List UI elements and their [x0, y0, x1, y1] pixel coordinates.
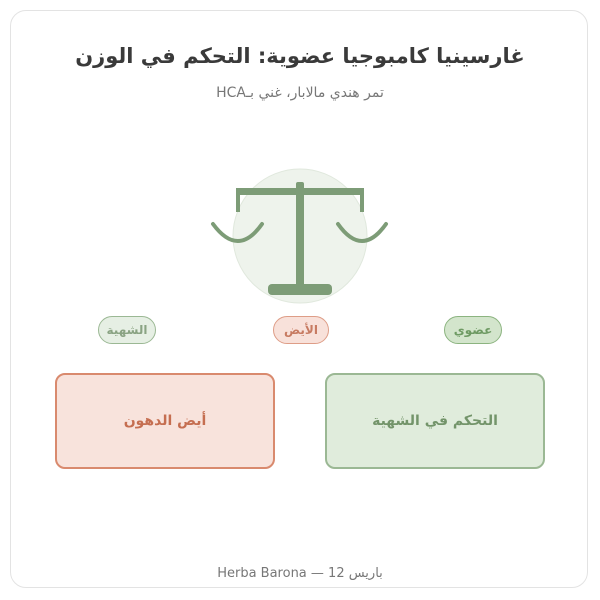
tag-appetite: الشهية	[98, 316, 156, 344]
tag-organic: عضوي	[444, 316, 502, 344]
page-subtitle: تمر هندي مالابار، غني بـHCA	[216, 85, 384, 101]
scale-right-hanger	[360, 188, 364, 212]
appetite-control-label: التحكم في الشهية	[372, 413, 498, 429]
scale-base	[268, 284, 332, 295]
scale-left-hanger	[236, 188, 240, 212]
appetite-control-box	[325, 373, 545, 469]
footer-brand: باريس 12 — Herba Barona	[217, 566, 383, 581]
scale-pillar	[296, 190, 304, 290]
fat-metabolism-label: أيض الدهون	[123, 413, 207, 429]
tag-metabolism: الأيض	[273, 316, 329, 344]
fat-metabolism-box	[55, 373, 275, 469]
page-title: غارسينيا كامبوجيا عضوية: التحكم في الوزن	[75, 44, 525, 68]
balance-scale-icon	[200, 160, 400, 310]
